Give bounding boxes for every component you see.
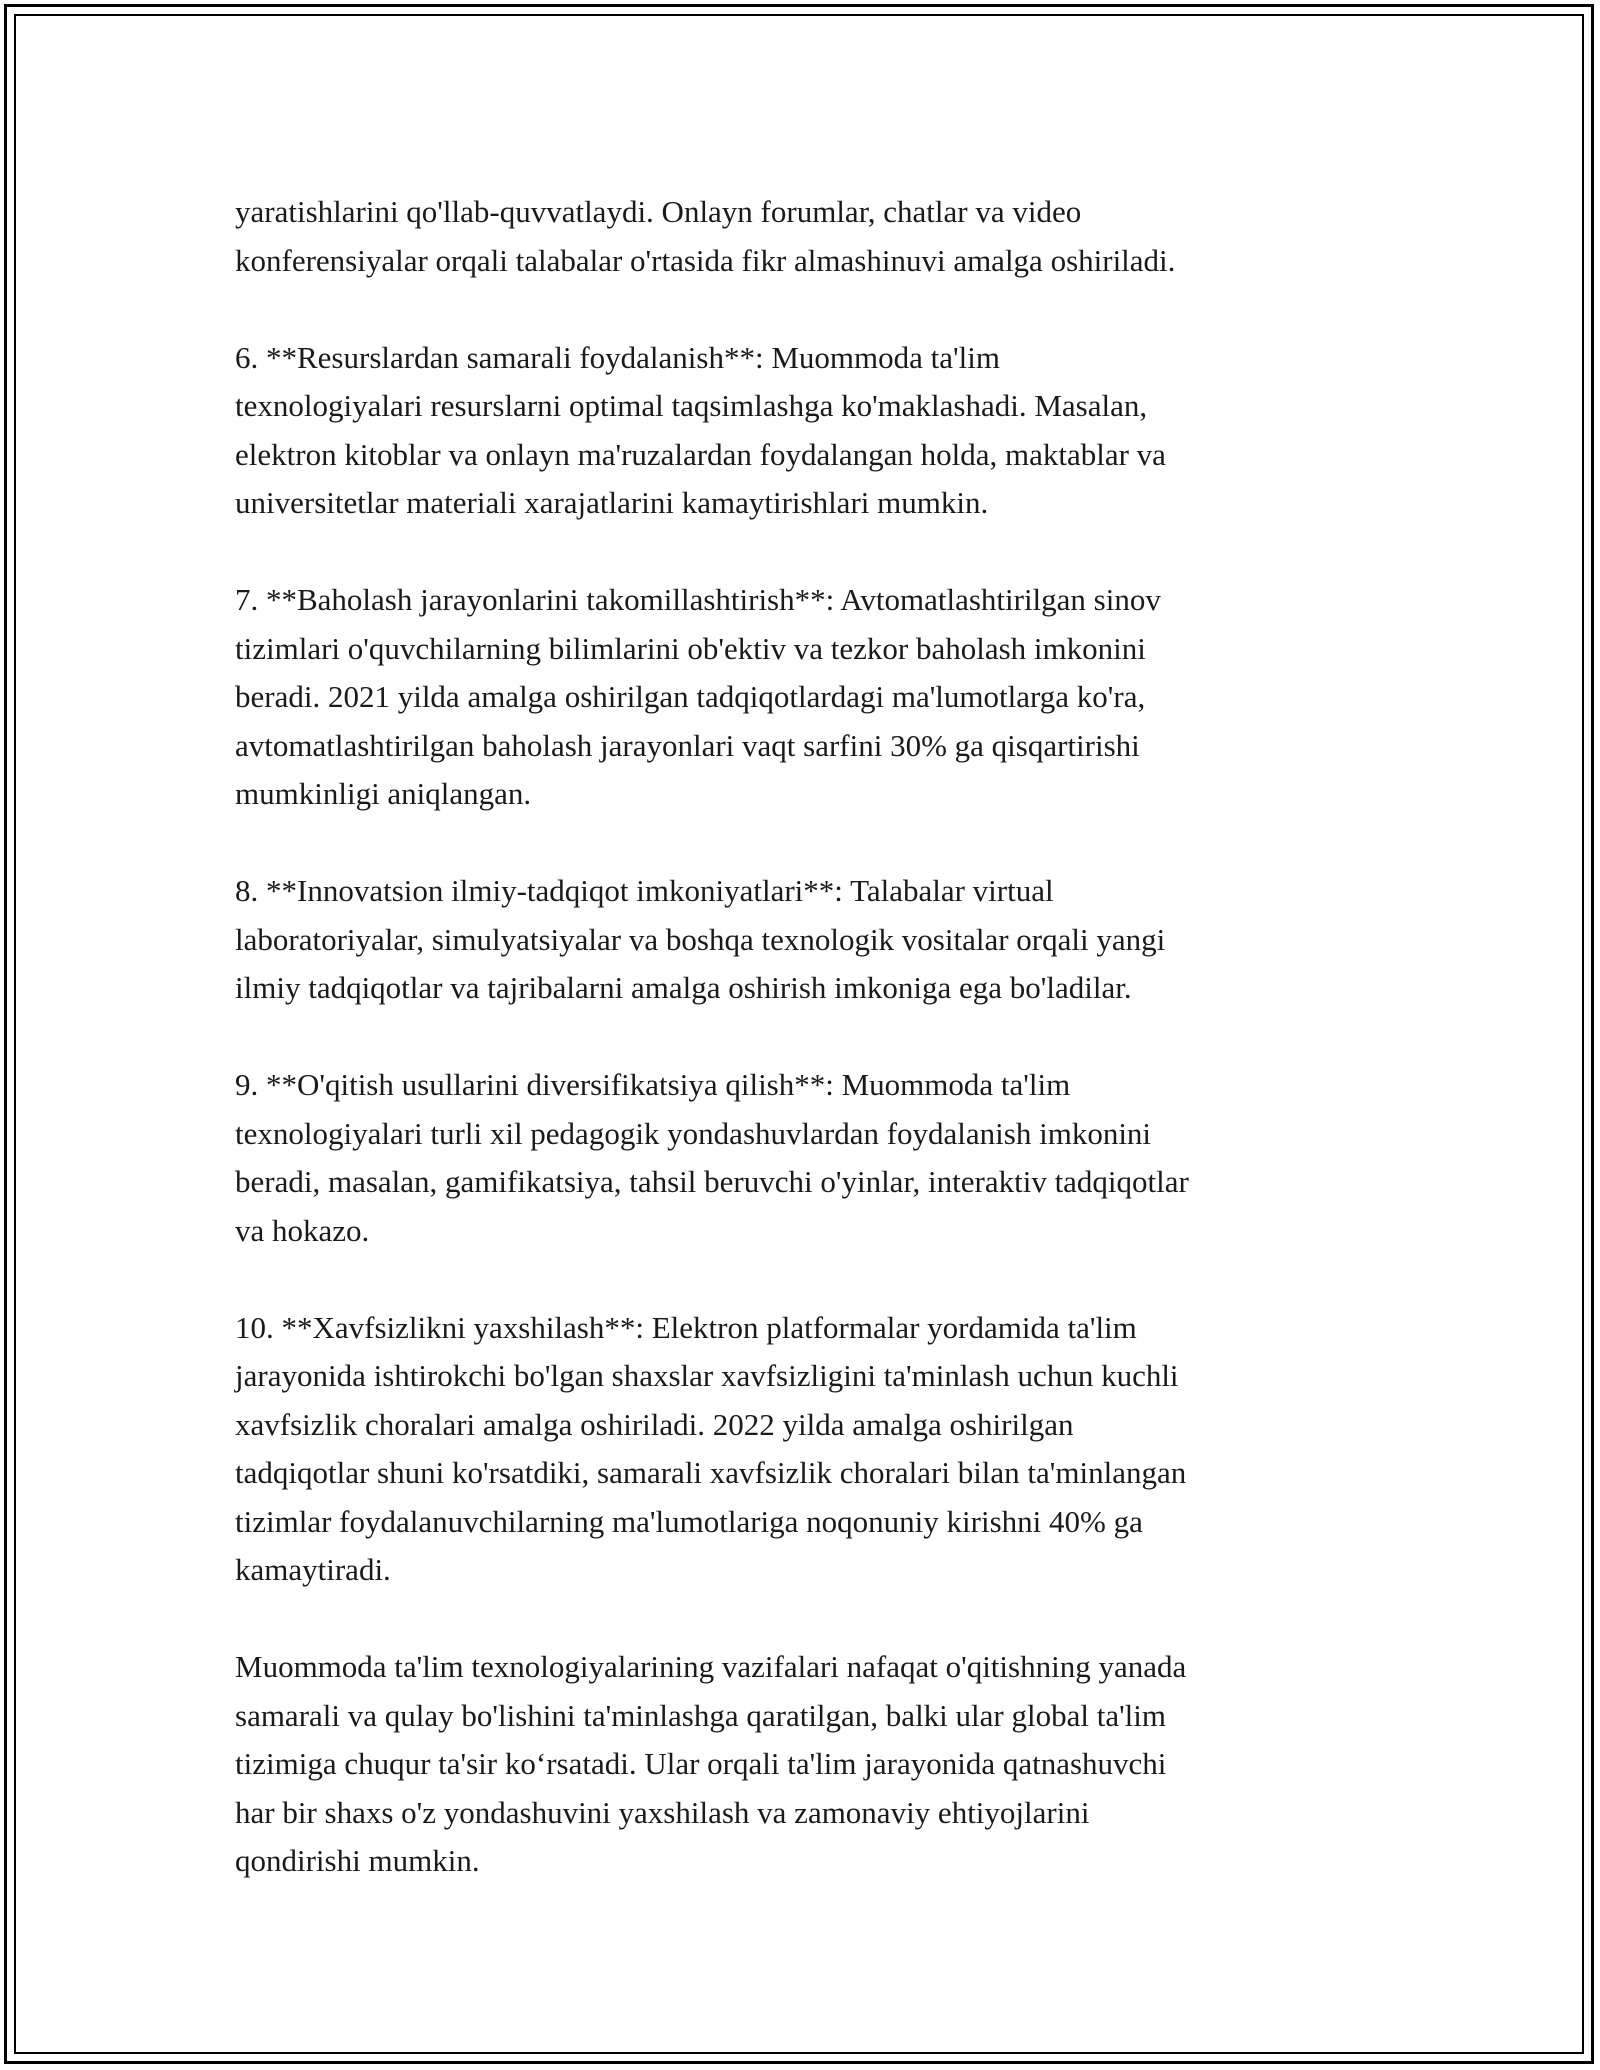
paragraph-item-10: 10. **Xavfsizlikni yaxshilash**: Elektron platformalar yordamida ta'lim jarayonida ishtirokchi bo'lgan shaxslar xavfsizligini ta'minlash uchun kuchli xavfsizlik choralari amalga oshiriladi. 2022 yilda amalga oshirilgan tadqiqotlar shuni ko'rsatdiki, samarali xavfsizlik choralari bilan ta'minlangan tizimlar foydalanuvchilarning ma'lumotlariga noqonuniy kirishni 40% ga kamaytiradi. (235, 1309, 1187, 1587)
document-body (235, 188, 1385, 1886)
paragraph-item-9: 9. **O'qitish usullarini diversifikatsiya qilish**: Muommoda ta'lim texnologiyalari turli xil pedagogik yondashuvlardan foydalanish imkonini beradi, masalan, gamifikatsiya, tahsil beruvchi o'yinlar, interaktiv tadqiqotlar va hokazo. (235, 1067, 1189, 1248)
paragraph-item-6: 6. **Resurslardan samarali foydalanish**: Muommoda ta'lim texnologiyalari resurslarni optimal taqsimlashga ko'maklashadi. Masalan, elektron kitoblar va onlayn ma'ruzalardan foydalangan holda, maktablar va universitetlar materiali xarajatlarini kamaytirishlari mumkin. (235, 339, 1166, 520)
paragraph-item-8: 8. **Innovatsion ilmiy-tadqiqot imkoniyatlari**: Talabalar virtual laboratoriyalar, simulyatsiyalar va boshqa texnologik vositalar orqali yangi ilmiy tadqiqotlar va tajribalarni amalga oshirish imkoniga ega bo'ladilar. (235, 873, 1166, 1005)
paragraph-conclusion: Muommoda ta'lim texnologiyalarining vazifalari nafaqat o'qitishning yanada samarali va qulay bo'lishini ta'minlashga qaratilgan, balki ular global ta'lim tizimiga chuqur ta'sir ko‘rsatadi. Ular orqali ta'lim jarayonida qatnashuvchi har bir shaxs o'z yondashuvini yaxshilash va zamonaviy ehtiyojlarini qondirishi mumkin. (235, 1649, 1187, 1878)
paragraph-item-7: 7. **Baholash jarayonlarini takomillashtirish**: Avtomatlashtirilgan sinov tizimlari o'quvchilarning bilimlarini ob'ektiv va tezkor baholash imkonini beradi. 2021 yilda amalga oshirilgan tadqiqotlardagi ma'lumotlarga ko'ra, avtomatlashtirilgan baholash jarayonlari vaqt sarfini 30% ga qisqartirishi mumkinligi aniqlangan. (235, 582, 1161, 811)
paragraph-continuation: yaratishlarini qo'llab-quvvatlaydi. Onlayn forumlar, chatlar va video konferensiyalar orqali talabalar o'rtasida fikr almashinuvi amalga oshiriladi. (235, 194, 1176, 278)
